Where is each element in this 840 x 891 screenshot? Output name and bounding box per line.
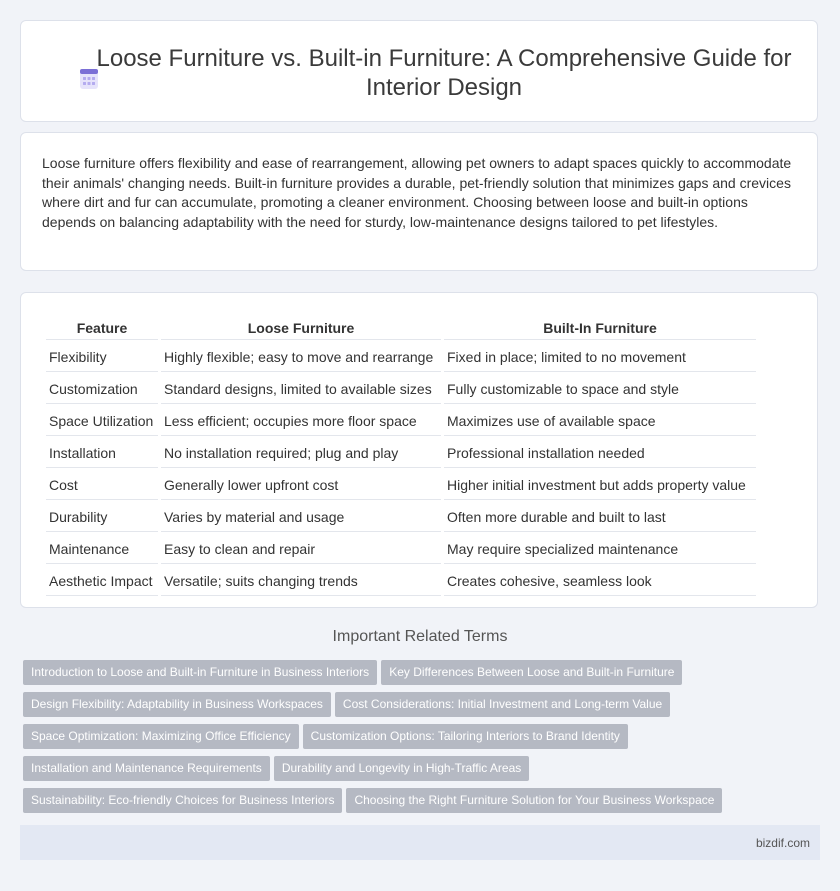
related-term-tag[interactable]: Key Differences Between Loose and Built-in Furniture	[381, 660, 682, 685]
cell-loose: Standard designs, limited to available sizes	[161, 374, 441, 404]
related-term-tag[interactable]: Design Flexibility: Adaptability in Business Workspaces	[23, 692, 331, 717]
cell-loose: Highly flexible; easy to move and rearrange	[161, 342, 441, 372]
cell-feature: Maintenance	[46, 534, 158, 564]
cell-loose: Versatile; suits changing trends	[161, 566, 441, 596]
footer-brand[interactable]: bizdif.com	[755, 836, 810, 850]
cell-loose: Easy to clean and repair	[161, 534, 441, 564]
cell-feature: Flexibility	[46, 342, 158, 372]
related-term-tag[interactable]: Durability and Longevity in High-Traffic Areas	[274, 756, 529, 781]
tag-row	[23, 660, 823, 692]
table-row	[46, 438, 756, 468]
table-row	[46, 534, 756, 564]
header-loose: Loose Furniture	[161, 317, 441, 340]
cell-builtin: May require specialized maintenance	[444, 534, 756, 564]
page-title: Loose Furniture vs. Built-in Furniture: A Comprehensive Guide for Interior Design	[96, 45, 792, 101]
cell-loose: No installation required; plug and play	[161, 438, 441, 468]
cell-builtin: Fully customizable to space and style	[444, 374, 756, 404]
table-row	[46, 374, 756, 404]
cell-builtin: Professional installation needed	[444, 438, 756, 468]
tag-row	[23, 788, 823, 820]
related-term-tag[interactable]: Choosing the Right Furniture Solution for Your Business Workspace	[346, 788, 722, 813]
header-card	[20, 20, 818, 122]
cell-feature: Customization	[46, 374, 158, 404]
header-feature: Feature	[46, 317, 158, 340]
table-row	[46, 470, 756, 500]
related-term-tag[interactable]: Sustainability: Eco-friendly Choices for Business Interiors	[23, 788, 342, 813]
footer	[20, 825, 820, 860]
comparison-card	[20, 292, 818, 608]
cell-builtin: Often more durable and built to last	[444, 502, 756, 532]
cell-builtin: Maximizes use of available space	[444, 406, 756, 436]
related-term-tag[interactable]: Installation and Maintenance Requirements	[23, 756, 270, 781]
cell-loose: Generally lower upfront cost	[161, 470, 441, 500]
tag-row	[23, 692, 823, 724]
comparison-table	[43, 315, 759, 598]
cell-loose: Less efficient; occupies more floor space	[161, 406, 441, 436]
cell-feature: Cost	[46, 470, 158, 500]
related-term-tag[interactable]: Space Optimization: Maximizing Office Efficiency	[23, 724, 299, 749]
intro-paragraph: Loose furniture offers flexibility and ease of rearrangement, allowing pet owners to adapt spaces quickly to accommodate their animals' changing needs. Built-in furniture provides a durable, pet-friendly solution that minimizes gaps and crevices where dirt and fur can accumulate, promoting a cleaner environment. Choosing between loose and built-in options depends on balancing adaptability with the need for sturdy, low-maintenance designs tailored to pet lifestyles.	[42, 155, 792, 230]
related-term-tag[interactable]: Introduction to Loose and Built-in Furniture in Business Interiors	[23, 660, 377, 685]
cell-loose: Varies by material and usage	[161, 502, 441, 532]
related-term-tag[interactable]: Customization Options: Tailoring Interiors to Brand Identity	[303, 724, 628, 749]
cell-feature: Space Utilization	[46, 406, 158, 436]
cell-feature: Durability	[46, 502, 158, 532]
table-row	[46, 406, 756, 436]
cell-feature: Installation	[46, 438, 158, 468]
table-row	[46, 502, 756, 532]
cell-feature: Aesthetic Impact	[46, 566, 158, 596]
table-row	[46, 566, 756, 596]
cell-builtin: Creates cohesive, seamless look	[444, 566, 756, 596]
table-header-row	[46, 317, 756, 340]
tag-row	[23, 756, 823, 788]
cell-builtin: Higher initial investment but adds property value	[444, 470, 756, 500]
intro-card	[20, 132, 818, 271]
related-terms-list	[23, 660, 823, 820]
table-row	[46, 342, 756, 372]
related-term-tag[interactable]: Cost Considerations: Initial Investment and Long-term Value	[335, 692, 670, 717]
cell-builtin: Fixed in place; limited to no movement	[444, 342, 756, 372]
header-builtin: Built-In Furniture	[444, 317, 756, 340]
related-terms-title: Important Related Terms	[332, 628, 508, 645]
tag-row	[23, 724, 823, 756]
